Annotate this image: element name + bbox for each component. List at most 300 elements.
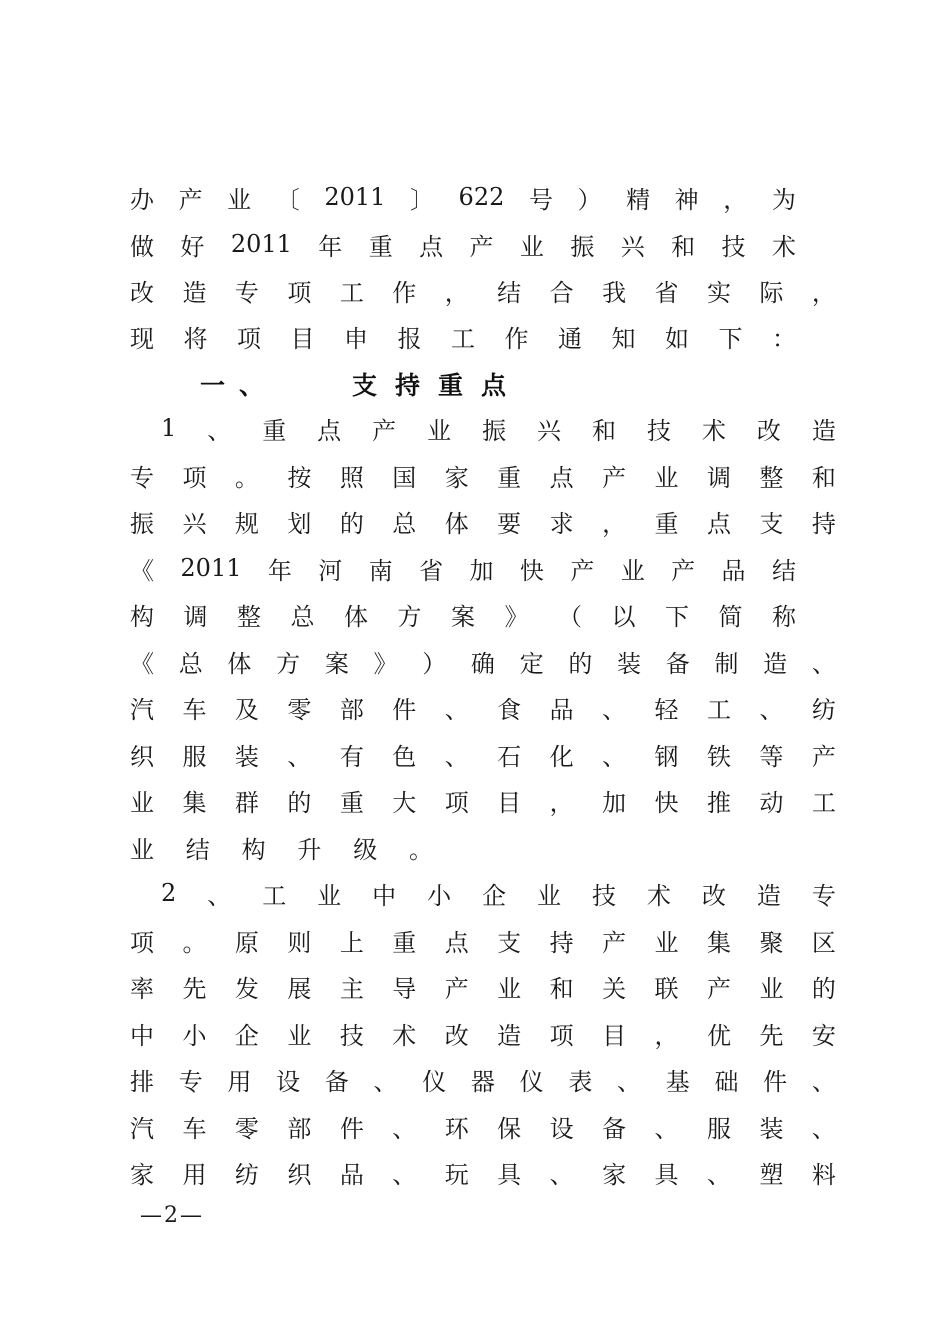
text-glyph: 等 — [759, 742, 784, 771]
text-glyph: （ — [558, 602, 582, 631]
text-glyph: 排 — [130, 1067, 154, 1096]
text-line — [130, 460, 836, 490]
text-glyph: 案 — [324, 649, 349, 678]
text-glyph: 项 — [549, 1021, 574, 1050]
text-glyph: 零 — [234, 1114, 259, 1143]
text-glyph: 造 — [756, 881, 781, 910]
text-glyph: 备 — [665, 649, 690, 678]
text-glyph: 重 — [368, 232, 393, 261]
text-glyph: 优 — [706, 1021, 731, 1050]
text-glyph: ， — [654, 1021, 679, 1050]
text-line — [130, 646, 836, 676]
text-glyph: 目 — [290, 324, 315, 353]
text-glyph: 作 — [392, 278, 417, 307]
text-glyph: 先 — [759, 1021, 784, 1050]
text-glyph: ， — [549, 788, 574, 817]
text-glyph: 装 — [234, 742, 259, 771]
text-glyph: 点 — [549, 463, 574, 492]
text-glyph: 振 — [482, 416, 507, 445]
text-line — [130, 182, 796, 212]
text-glyph: 、 — [811, 1067, 836, 1096]
text-glyph: 的 — [811, 974, 836, 1003]
text-glyph: 品 — [721, 556, 746, 585]
text-glyph: 2011 — [324, 183, 386, 211]
text-glyph: 、 — [759, 695, 784, 724]
text-glyph: 好 — [180, 232, 205, 261]
text-glyph: 重 — [654, 509, 679, 538]
text-glyph: 先 — [182, 974, 207, 1003]
text-glyph: 点 — [706, 509, 731, 538]
text-glyph: 表 — [568, 1067, 593, 1096]
text-glyph: 上 — [339, 928, 364, 957]
text-glyph: 原 — [234, 928, 259, 957]
text-glyph: 主 — [339, 974, 364, 1003]
text-glyph: 产 — [444, 974, 469, 1003]
text-glyph: 定 — [519, 649, 544, 678]
text-glyph: 纺 — [234, 1160, 259, 1189]
text-glyph: ， — [723, 185, 748, 214]
text-glyph: 2011 — [230, 230, 292, 258]
text-glyph: 产 — [706, 974, 731, 1003]
text-line — [130, 321, 796, 351]
text-glyph: 项 — [287, 278, 312, 307]
text-line — [130, 1018, 836, 1048]
text-glyph: 保 — [497, 1114, 522, 1143]
text-glyph: 小 — [427, 881, 452, 910]
text-glyph: 将 — [183, 324, 208, 353]
text-glyph: 家 — [130, 1160, 154, 1189]
text-glyph: 发 — [234, 974, 259, 1003]
text-glyph: 织 — [130, 742, 154, 771]
text-glyph: 安 — [811, 1021, 836, 1050]
text-glyph: 、 — [602, 742, 627, 771]
text-glyph: 造 — [497, 1021, 522, 1050]
text-glyph: 和 — [671, 232, 696, 261]
text-glyph: 业 — [654, 928, 679, 957]
text-glyph: 、 — [392, 1160, 417, 1189]
text-glyph: 年 — [318, 232, 343, 261]
text-glyph: 仪 — [422, 1067, 447, 1096]
text-glyph: 铁 — [706, 742, 731, 771]
text-glyph: 项 — [130, 928, 154, 957]
text-glyph: 设 — [276, 1067, 301, 1096]
text-line — [130, 832, 433, 862]
text-glyph: 重 — [497, 463, 522, 492]
text-glyph: 装 — [617, 649, 642, 678]
text-glyph: 要 — [497, 509, 522, 538]
text-glyph: 品 — [549, 695, 574, 724]
text-glyph: 和 — [549, 974, 574, 1003]
text-glyph: 、 — [207, 416, 232, 445]
text-glyph: 产 — [178, 185, 203, 214]
text-glyph: 合 — [549, 278, 574, 307]
text-glyph: 品 — [339, 1160, 364, 1189]
text-glyph: 备 — [324, 1067, 349, 1096]
text-glyph: 具 — [654, 1160, 679, 1189]
text-glyph: 构 — [241, 835, 266, 864]
text-glyph: 件 — [392, 695, 417, 724]
text-glyph: 工 — [811, 788, 836, 817]
text-glyph: 作 — [504, 324, 529, 353]
text-glyph: 》 — [504, 602, 529, 631]
text-glyph: 级 — [353, 835, 378, 864]
text-line — [130, 599, 796, 629]
text-glyph: ， — [811, 278, 836, 307]
text-glyph: 轻 — [654, 695, 679, 724]
text-glyph: 622 — [458, 183, 505, 211]
text-glyph: 照 — [339, 463, 364, 492]
text-glyph: 振 — [130, 509, 154, 538]
text-glyph: 持 — [811, 509, 836, 538]
text-glyph: 业 — [537, 881, 562, 910]
text-line — [130, 925, 836, 955]
text-glyph: 快 — [519, 556, 544, 585]
text-glyph: 现 — [130, 324, 154, 353]
text-glyph: 础 — [714, 1067, 739, 1096]
text-glyph: 技 — [721, 232, 746, 261]
text-glyph: 加 — [469, 556, 494, 585]
text-glyph: 业 — [519, 232, 544, 261]
text-glyph: 环 — [444, 1114, 469, 1143]
text-glyph: 改 — [130, 278, 154, 307]
text-line — [130, 413, 836, 443]
text-glyph: 部 — [339, 695, 364, 724]
text-glyph: 仪 — [519, 1067, 544, 1096]
text-line — [130, 229, 796, 259]
text-glyph: ， — [444, 278, 469, 307]
text-glyph: 下 — [665, 602, 689, 631]
text-glyph: 年 — [267, 556, 292, 585]
text-glyph: 产 — [372, 416, 397, 445]
text-glyph: 用 — [182, 1160, 207, 1189]
text-glyph: 集 — [182, 788, 207, 817]
text-glyph: 业 — [427, 416, 452, 445]
text-glyph: 点 — [419, 232, 444, 261]
text-glyph: 报 — [397, 324, 422, 353]
text-glyph: 专 — [178, 1067, 203, 1096]
text-glyph: 织 — [287, 1160, 312, 1189]
text-glyph: 工 — [339, 278, 364, 307]
text-glyph: 导 — [392, 974, 417, 1003]
text-glyph: 重 — [262, 416, 287, 445]
text-glyph: 、 — [207, 881, 232, 910]
text-glyph: 业 — [130, 835, 154, 864]
text-glyph: 体 — [227, 649, 252, 678]
text-glyph: 的 — [568, 649, 593, 678]
text-glyph: 、 — [654, 1114, 679, 1143]
text-glyph: 整 — [759, 463, 784, 492]
text-glyph: 国 — [392, 463, 417, 492]
text-glyph: 重 — [339, 788, 364, 817]
text-glyph: 点 — [444, 928, 469, 957]
text-glyph: 际 — [759, 278, 784, 307]
text-glyph: 产 — [671, 556, 696, 585]
text-glyph: 装 — [759, 1114, 784, 1143]
text-glyph: 色 — [392, 742, 417, 771]
text-glyph: 业 — [227, 185, 252, 214]
text-glyph: 玩 — [444, 1160, 469, 1189]
text-glyph: 、 — [444, 695, 469, 724]
text-glyph: 支 — [759, 509, 784, 538]
text-glyph: 结 — [185, 835, 210, 864]
text-glyph: 器 — [470, 1067, 495, 1096]
text-glyph: 车 — [182, 1114, 207, 1143]
text-line — [130, 1064, 836, 1094]
section-heading-number: 一、 — [200, 371, 279, 400]
text-glyph: 、 — [811, 649, 836, 678]
text-glyph: 2 — [160, 879, 177, 907]
text-glyph: ， — [602, 509, 627, 538]
text-glyph: 业 — [130, 788, 154, 817]
text-glyph: 备 — [602, 1114, 627, 1143]
text-glyph: 确 — [470, 649, 495, 678]
text-glyph: 我 — [602, 278, 627, 307]
text-glyph: 联 — [654, 974, 679, 1003]
text-glyph: 申 — [344, 324, 368, 353]
text-line — [130, 275, 836, 305]
text-glyph: 和 — [811, 463, 836, 492]
text-glyph: 产 — [602, 928, 627, 957]
text-glyph: 。 — [408, 835, 433, 864]
text-glyph: 做 — [130, 232, 154, 261]
text-glyph: 塑 — [759, 1160, 784, 1189]
text-glyph: 、 — [392, 1114, 417, 1143]
text-glyph: 家 — [602, 1160, 627, 1189]
text-glyph: 项 — [182, 463, 207, 492]
text-glyph: 》 — [373, 649, 398, 678]
text-glyph: 部 — [287, 1114, 312, 1143]
text-glyph: 家 — [444, 463, 469, 492]
text-glyph: 划 — [287, 509, 312, 538]
text-glyph: 调 — [183, 602, 208, 631]
text-glyph: 动 — [759, 788, 784, 817]
page-number: —2— — [140, 1203, 204, 1228]
text-glyph: 河 — [318, 556, 343, 585]
text-glyph: 中 — [130, 1021, 154, 1050]
text-glyph: 目 — [602, 1021, 627, 1050]
text-line — [130, 506, 836, 536]
text-glyph: 简 — [718, 602, 743, 631]
text-glyph: 兴 — [182, 509, 207, 538]
text-glyph: 《 — [130, 556, 154, 585]
text-glyph: 振 — [570, 232, 595, 261]
text-glyph: 展 — [287, 974, 312, 1003]
text-glyph: 术 — [392, 1021, 417, 1050]
text-line — [130, 1157, 836, 1187]
text-line — [130, 785, 836, 815]
text-glyph: 兴 — [620, 232, 645, 261]
text-glyph: 业 — [317, 881, 342, 910]
text-glyph: 求 — [549, 509, 574, 538]
text-line — [130, 878, 836, 908]
text-glyph: 汽 — [130, 695, 154, 724]
text-glyph: 汽 — [130, 1114, 154, 1143]
text-glyph: 基 — [665, 1067, 690, 1096]
text-glyph: 改 — [701, 881, 726, 910]
text-glyph: 造 — [811, 416, 836, 445]
text-glyph: 专 — [234, 278, 259, 307]
text-line — [130, 692, 836, 722]
text-glyph: 整 — [237, 602, 261, 631]
text-glyph: 称 — [772, 602, 796, 631]
text-glyph: 项 — [444, 788, 469, 817]
text-glyph: 技 — [339, 1021, 364, 1050]
text-glyph: 关 — [602, 974, 627, 1003]
text-glyph: 及 — [234, 695, 259, 724]
text-line — [130, 553, 796, 583]
text-glyph: 食 — [497, 695, 522, 724]
text-glyph: 持 — [549, 928, 574, 957]
text-line — [130, 739, 836, 769]
text-glyph: 神 — [674, 185, 699, 214]
text-glyph: 工 — [451, 324, 475, 353]
text-glyph: 规 — [234, 509, 259, 538]
text-glyph: 件 — [339, 1114, 364, 1143]
text-glyph: 技 — [592, 881, 616, 910]
text-glyph: 产 — [469, 232, 494, 261]
text-glyph: 术 — [701, 416, 726, 445]
text-glyph: 、 — [811, 1114, 836, 1143]
text-glyph: 结 — [771, 556, 796, 585]
text-glyph: 点 — [317, 416, 342, 445]
text-line — [130, 1111, 836, 1141]
text-glyph: 钢 — [654, 742, 679, 771]
text-glyph: 、 — [444, 742, 469, 771]
text-glyph: 业 — [759, 974, 784, 1003]
section-heading-title: 支持重点 — [352, 371, 525, 400]
text-glyph: 的 — [339, 509, 364, 538]
text-glyph: 号 — [528, 185, 553, 214]
text-glyph: 业 — [620, 556, 645, 585]
text-glyph: 制 — [714, 649, 739, 678]
text-glyph: 以 — [611, 602, 636, 631]
text-glyph: 料 — [811, 1160, 836, 1189]
text-glyph: 、 — [617, 1067, 642, 1096]
text-glyph: 调 — [706, 463, 731, 492]
text-glyph: 产 — [602, 463, 627, 492]
text-glyph: 重 — [392, 928, 417, 957]
text-glyph: 、 — [706, 1160, 731, 1189]
text-line — [130, 971, 836, 1001]
text-glyph: 、 — [373, 1067, 398, 1096]
text-glyph: 件 — [763, 1067, 788, 1096]
text-glyph: 改 — [756, 416, 781, 445]
text-glyph: 知 — [611, 324, 636, 353]
text-glyph: 按 — [287, 463, 312, 492]
text-glyph: 技 — [646, 416, 671, 445]
text-glyph: 构 — [130, 602, 154, 631]
text-glyph: 、 — [549, 1160, 574, 1189]
text-glyph: 的 — [287, 788, 312, 817]
text-glyph: 产 — [811, 742, 836, 771]
text-glyph: 通 — [558, 324, 582, 353]
text-glyph: ） — [577, 185, 602, 214]
text-glyph: 集 — [706, 928, 731, 957]
text-glyph: 则 — [287, 928, 312, 957]
text-glyph: 用 — [227, 1067, 252, 1096]
text-glyph: 术 — [771, 232, 796, 261]
text-glyph: 为 — [771, 185, 796, 214]
text-glyph: 聚 — [759, 928, 784, 957]
text-glyph: 小 — [182, 1021, 207, 1050]
text-glyph: 目 — [497, 788, 522, 817]
text-glyph: 支 — [497, 928, 522, 957]
text-glyph: 、 — [287, 742, 312, 771]
text-glyph: 。 — [182, 928, 207, 957]
text-glyph: 专 — [130, 463, 154, 492]
text-glyph: 加 — [602, 788, 627, 817]
text-glyph: 中 — [372, 881, 397, 910]
text-glyph: ） — [422, 649, 447, 678]
text-glyph: ： — [772, 324, 796, 353]
text-glyph: 精 — [626, 185, 651, 214]
text-glyph: 兴 — [537, 416, 562, 445]
text-glyph: 和 — [592, 416, 616, 445]
text-glyph: 车 — [182, 695, 207, 724]
text-glyph: 、 — [602, 695, 627, 724]
text-glyph: 总 — [392, 509, 417, 538]
text-glyph: 案 — [451, 602, 475, 631]
text-glyph: 体 — [444, 509, 469, 538]
text-glyph: 具 — [497, 1160, 522, 1189]
text-glyph: 专 — [811, 881, 836, 910]
text-glyph: 〔 — [275, 185, 300, 214]
text-glyph: 2011 — [180, 554, 242, 582]
text-glyph: 改 — [444, 1021, 469, 1050]
text-glyph: 方 — [276, 649, 301, 678]
text-glyph: 服 — [182, 742, 207, 771]
text-glyph: 推 — [706, 788, 731, 817]
text-glyph: 体 — [344, 602, 368, 631]
text-glyph: 造 — [182, 278, 207, 307]
text-glyph: 率 — [130, 974, 154, 1003]
text-glyph: 快 — [654, 788, 679, 817]
text-glyph: 群 — [234, 788, 259, 817]
text-glyph: 实 — [706, 278, 731, 307]
text-glyph: 升 — [297, 835, 322, 864]
section-heading — [200, 366, 524, 402]
text-glyph: 项 — [237, 324, 261, 353]
text-glyph: 总 — [290, 602, 315, 631]
text-glyph: 业 — [497, 974, 522, 1003]
text-glyph: 方 — [397, 602, 422, 631]
text-glyph: 服 — [706, 1114, 731, 1143]
text-glyph: 化 — [549, 742, 574, 771]
text-glyph: 《 — [130, 649, 154, 678]
text-glyph: 省 — [654, 278, 679, 307]
text-glyph: 零 — [287, 695, 312, 724]
text-glyph: 设 — [549, 1114, 574, 1143]
text-glyph: 。 — [234, 463, 259, 492]
text-glyph: 区 — [811, 928, 836, 957]
text-glyph: 1 — [160, 414, 177, 442]
text-glyph: 如 — [665, 324, 689, 353]
text-glyph: 总 — [178, 649, 203, 678]
text-glyph: 大 — [392, 788, 417, 817]
text-glyph: 业 — [287, 1021, 312, 1050]
text-glyph: 〕 — [409, 185, 434, 214]
text-glyph: 结 — [497, 278, 522, 307]
text-glyph: 企 — [482, 881, 507, 910]
text-glyph: 南 — [368, 556, 393, 585]
text-glyph: 造 — [763, 649, 788, 678]
text-glyph: 业 — [654, 463, 679, 492]
text-glyph: 下 — [718, 324, 743, 353]
text-glyph: 企 — [234, 1021, 259, 1050]
text-glyph: 纺 — [811, 695, 836, 724]
text-glyph: 工 — [706, 695, 731, 724]
text-glyph: 产 — [570, 556, 595, 585]
